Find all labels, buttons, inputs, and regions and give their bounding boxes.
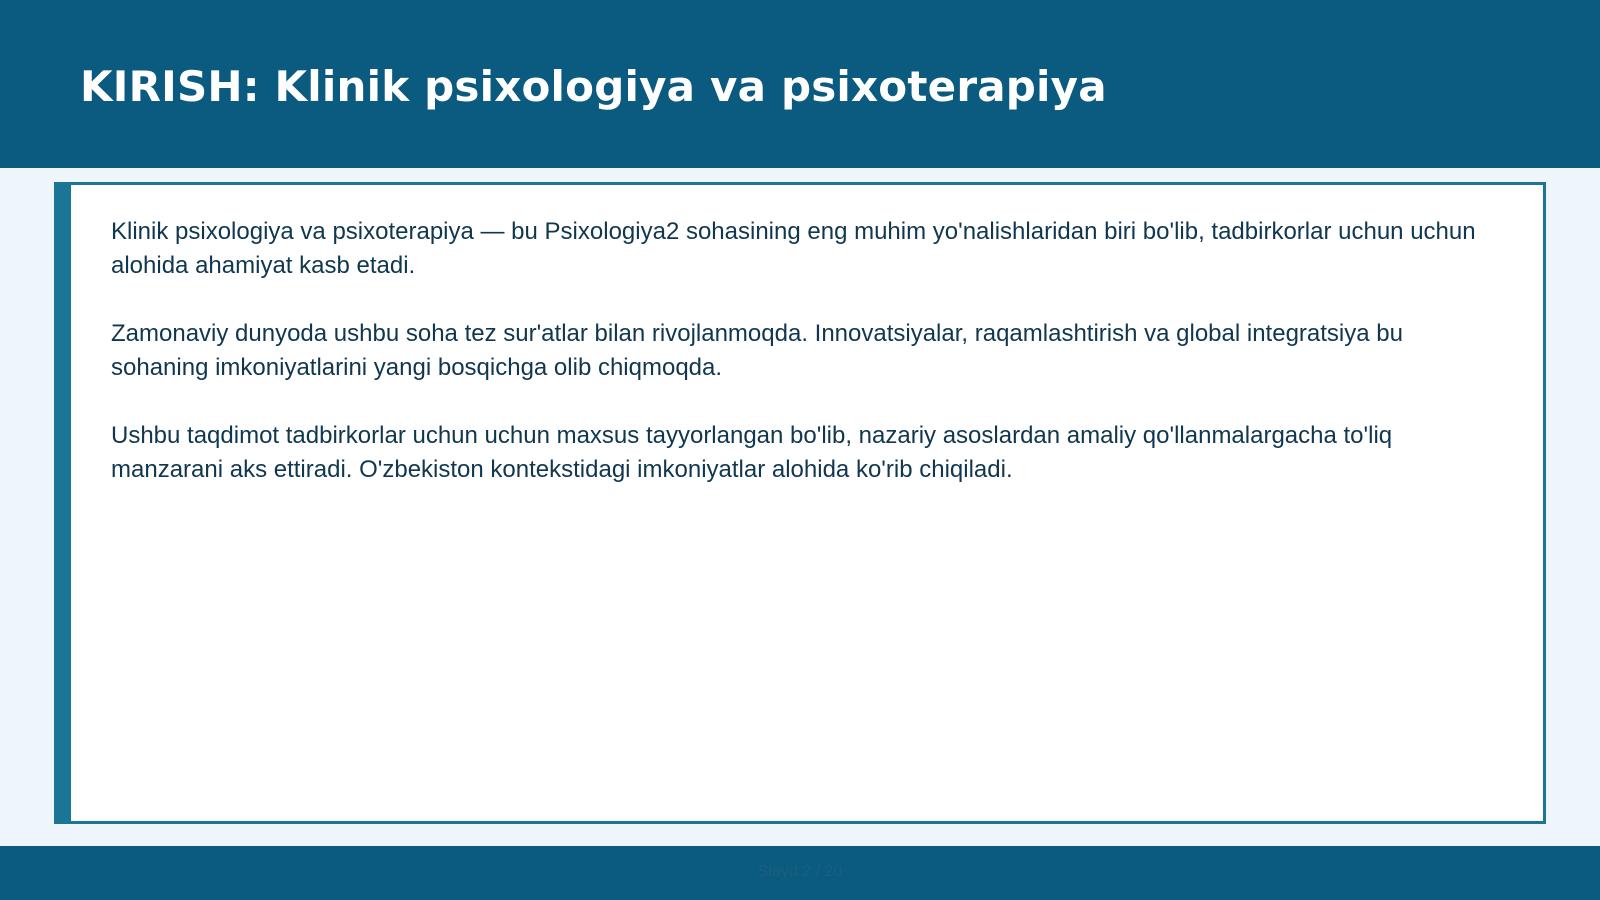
- paragraph-3: Ushbu taqdimot tadbirkorlar uchun uchun maxsus tayyorlangan bo'lib, nazariy asoslardan amaliy qo'llanmalargacha to'liq manzarani aks ettiradi. O'zbekiston kontekstidagi imkoniyatlar alohida ko'rib chiqiladi.: [111, 422, 1393, 483]
- content-card: [54, 182, 1546, 824]
- paragraph-2: Zamonaviy dunyoda ushbu soha tez sur'atlar bilan rivojlanmoqda. Innovatsiyalar, raqamlashtirish va global integratsiya bu sohaning imkoniyatlarini yangi bosqichga olib chiqmoqda.: [111, 320, 1403, 381]
- slide-header: [0, 0, 1600, 168]
- slide-footer: [0, 846, 1600, 900]
- slide-title: KIRISH: Klinik psixologiya va psixoterapiya: [80, 62, 1107, 111]
- paragraph-1: Klinik psixologiya va psixoterapiya — bu Psixologiya2 sohasining eng muhim yo'nalishlaridan biri bo'lib, tadbirkorlar uchun uchun alohida ahamiyat kasb etadi.: [111, 218, 1476, 279]
- content-text: [111, 215, 1481, 521]
- slide-number: Slayd 2 / 20: [757, 863, 843, 880]
